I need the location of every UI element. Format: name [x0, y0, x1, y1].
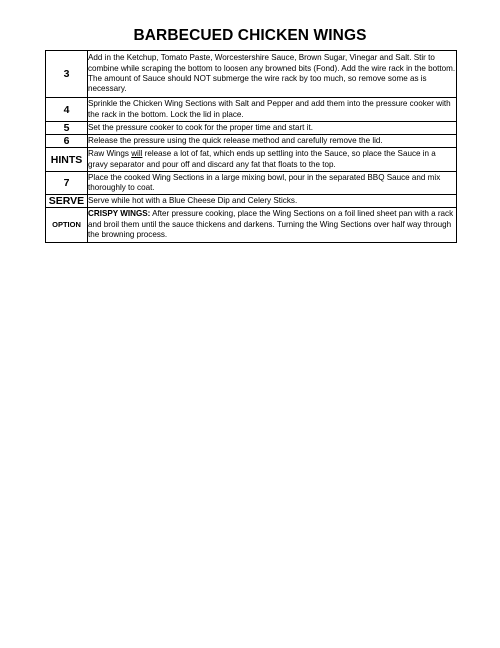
step-label: SERVE: [46, 195, 88, 208]
table-row-step-7: [46, 172, 457, 195]
option-lead: CRISPY WINGS:: [88, 209, 151, 219]
hint-text-after: release a lot of fat, which ends up settling into the Sauce, so place the Sauce in a gravy separator and pour off and discard any fat that floats to the top.: [88, 149, 436, 169]
step-label: 7: [46, 172, 88, 195]
step-text: Set the pressure cooker to cook for the proper time and start it.: [88, 122, 457, 135]
step-label: 5: [46, 122, 88, 135]
step-text: Place the cooked Wing Sections in a large mixing bowl, pour in the separated BBQ Sauce and mix thoroughly to coat.: [88, 172, 457, 195]
step-label: OPTION: [46, 208, 88, 243]
table-row-step-3: [46, 51, 457, 98]
step-text: [88, 148, 457, 172]
table-row-option: [46, 208, 457, 243]
hint-text-before: Raw Wings: [88, 149, 132, 159]
table-row-hints: [46, 148, 457, 172]
recipe-steps-table: [45, 50, 457, 243]
step-text: [88, 208, 457, 243]
page-title: BARBECUED CHICKEN WINGS: [133, 27, 367, 44]
step-label: 3: [46, 51, 88, 98]
hint-emphasis: will: [131, 149, 143, 159]
table-row-step-4: [46, 98, 457, 122]
step-text: Sprinkle the Chicken Wing Sections with Salt and Pepper and add them into the pressure cooker with the rack in the bottom. Lock the lid in place.: [88, 98, 457, 122]
option-text: After pressure cooking, place the Wing Sections on a foil lined sheet pan with a rack and broil them until the sauce thickens and darkens. Turning the Wing Sections over half way through the browning process.: [88, 209, 454, 240]
step-label: 6: [46, 135, 88, 148]
step-label: 4: [46, 98, 88, 122]
table-row-serve: [46, 195, 457, 208]
step-label: HINTS: [46, 148, 88, 172]
table-row-step-6: [46, 135, 457, 148]
step-text: Add in the Ketchup, Tomato Paste, Worcestershire Sauce, Brown Sugar, Vinegar and Salt. Stir to combine while scraping the bottom to loosen any browned bits (Fond). Add the wire rack in the bottom. The amount of Sauce should NOT submerge the wire rack by too much, so remove some as is necessary.: [88, 51, 457, 98]
table-row-step-5: [46, 122, 457, 135]
step-text: Serve while hot with a Blue Cheese Dip and Celery Sticks.: [88, 195, 457, 208]
step-text: Release the pressure using the quick release method and carefully remove the lid.: [88, 135, 457, 148]
